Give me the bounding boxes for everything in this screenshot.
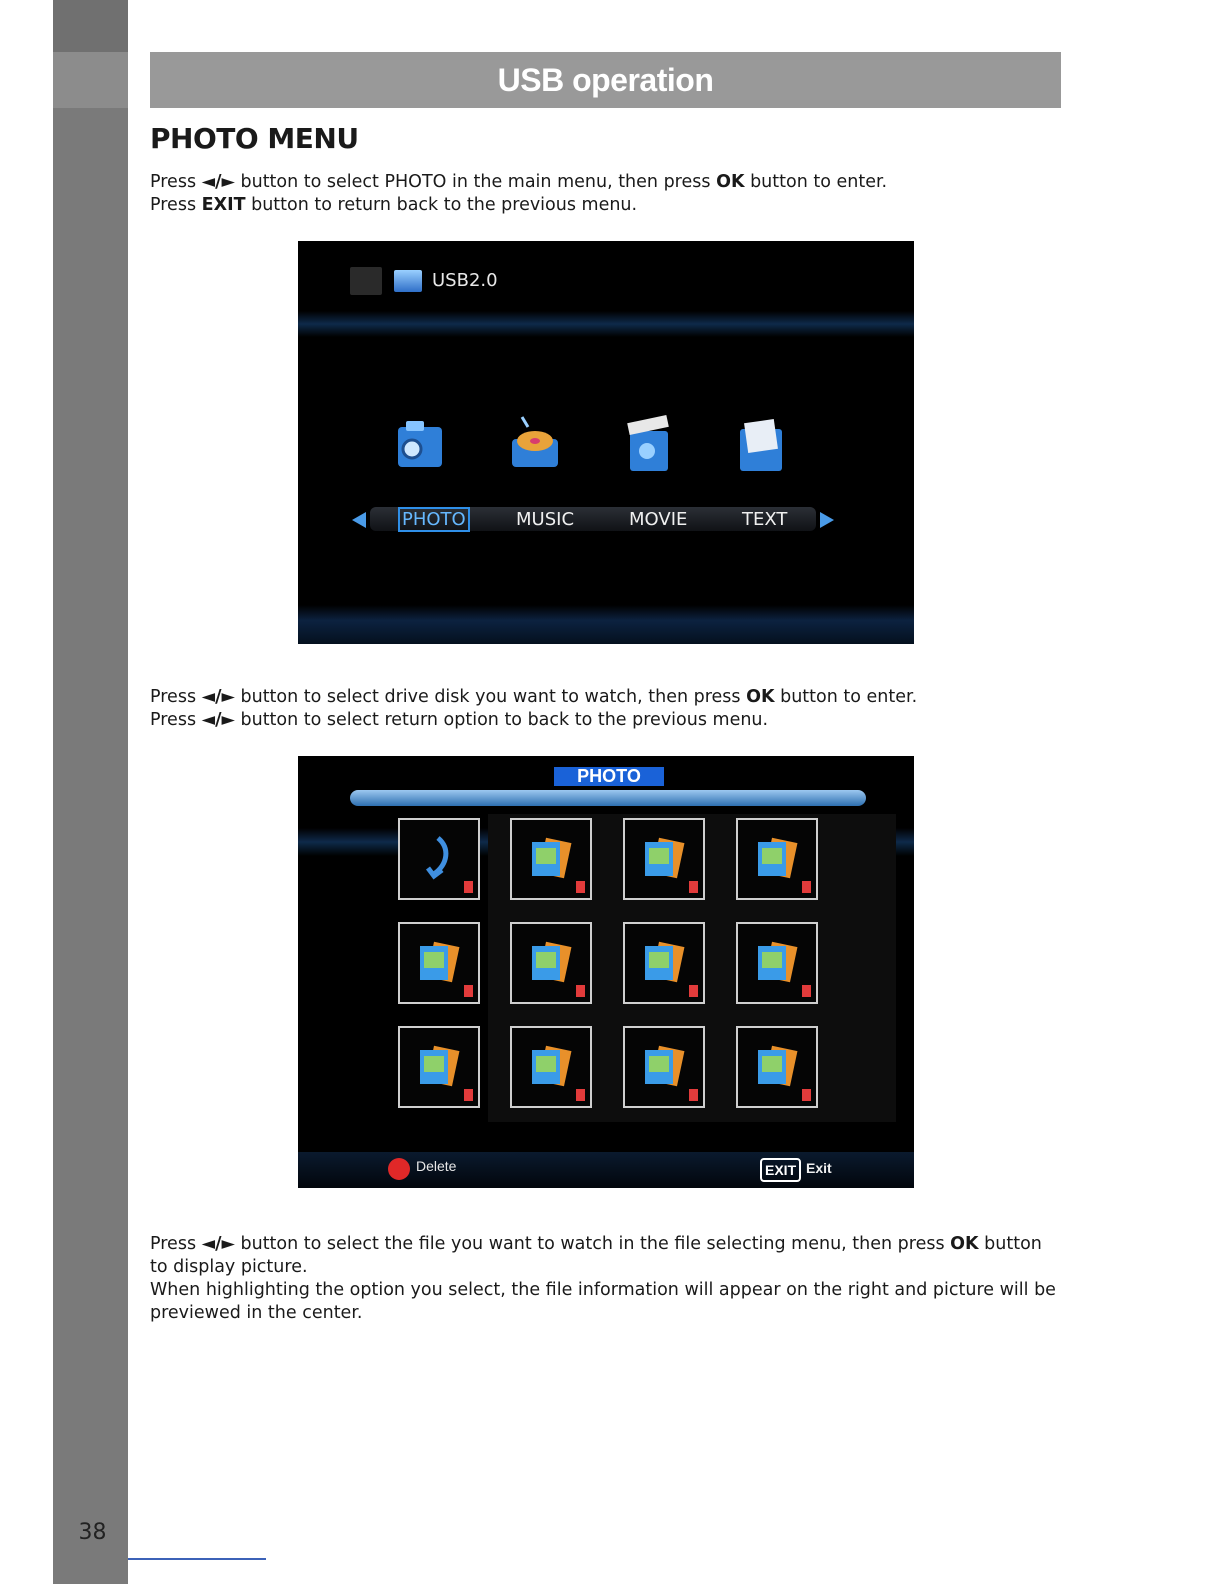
usb-drive-icon [394,270,422,292]
text-run: Press [150,195,202,215]
key-term: ◄/► [201,172,235,192]
menu-left-arrow[interactable] [352,512,366,528]
text-run: button [978,1234,1042,1254]
photo-file-tile[interactable] [736,922,818,1004]
source-indicator [350,267,382,295]
return-arrow-icon [416,834,460,882]
key-term: ◄/► [201,687,235,707]
paragraph-line [150,1233,1070,1256]
photo-file-tile[interactable] [736,1026,818,1108]
page-title: USB operation [497,61,714,98]
path-bar [350,790,866,806]
photo-file-tile[interactable] [510,818,592,900]
page-number: 38 [78,1520,107,1545]
file-badge-icon [689,881,698,893]
photo-file-icon [754,938,798,986]
text-run: to display picture. [150,1257,308,1277]
text-run: button to return back to the previous menu. [245,195,638,215]
photo-file-icon [641,1042,685,1090]
key-term: ◄/► [201,710,235,730]
file-badge-icon [689,1089,698,1101]
photo-file-icon [641,938,685,986]
photo-file-icon [528,1042,572,1090]
key-term: OK [716,172,745,192]
text-run: Press [150,1234,202,1254]
footer-rule [128,1558,266,1560]
usb-source-label: USB2.0 [432,270,498,291]
instruction-paragraph-2 [150,686,1070,732]
paragraph-line [150,1302,1070,1325]
text-run: button to select return option to back to the previous menu. [234,710,769,730]
paragraph-line [150,171,1070,194]
file-badge-icon [802,1089,811,1101]
file-badge-icon [464,881,473,893]
text-run: When highlighting the option you select, the file information will appear on the right and picture will be [150,1280,1056,1300]
photo-file-icon [641,834,685,882]
file-badge-icon [464,1089,473,1101]
instruction-paragraph-3 [150,1233,1070,1325]
menu-item-movie[interactable]: MOVIE [629,509,688,530]
file-badge-icon [802,881,811,893]
bottom-glow-band [298,605,914,644]
paragraph-line [150,709,1070,732]
file-badge-icon [464,985,473,997]
photo-file-tile[interactable] [736,818,818,900]
text-run: Press [150,710,202,730]
language-label: EN [23,62,51,100]
paragraph-line [150,194,1070,217]
photo-file-icon [416,938,460,986]
photo-file-tile[interactable] [398,922,480,1004]
photo-browser-screenshot [298,756,914,1188]
red-key-icon [388,1158,410,1180]
text-run: button to enter. [774,687,918,707]
exit-label: Exit [806,1160,832,1176]
paragraph-line [150,1256,1070,1279]
file-badge-icon [576,985,585,997]
paragraph-line [150,1279,1070,1302]
text-run: button to select drive disk you want to watch, then press [234,687,747,707]
file-badge-icon [802,985,811,997]
photo-file-icon [754,1042,798,1090]
photo-file-tile[interactable] [623,1026,705,1108]
file-badge-icon [689,985,698,997]
photo-file-tile[interactable] [623,818,705,900]
top-glow-band [298,311,914,337]
document-icon[interactable] [734,413,788,475]
photo-file-tile[interactable] [510,1026,592,1108]
key-term: ◄/► [201,1234,235,1254]
paragraph-line [150,686,1070,709]
clapperboard-icon[interactable] [622,413,676,475]
return-tile[interactable] [398,818,480,900]
text-run: button to select the file you want to watch in the file selecting menu, then press [234,1234,951,1254]
photo-file-icon [754,834,798,882]
text-run: button to enter. [744,172,888,192]
language-tab [53,52,128,108]
delete-label: Delete [416,1158,457,1174]
instruction-paragraph-1 [150,171,1070,217]
text-run: previewed in the center. [150,1303,363,1323]
usb-main-menu-screenshot [298,241,914,644]
key-term: EXIT [201,195,246,215]
header-bar [150,52,1061,108]
photo-file-icon [416,1042,460,1090]
music-disc-icon[interactable] [508,413,562,475]
sidebar [53,0,128,1584]
text-run: Press [150,172,202,192]
photo-file-tile[interactable] [398,1026,480,1108]
browser-title: PHOTO [554,767,664,786]
exit-key-button[interactable]: EXIT [760,1158,801,1182]
section-title: PHOTO MENU [150,122,359,155]
photo-file-icon [528,834,572,882]
photo-file-tile[interactable] [510,922,592,1004]
file-badge-icon [576,881,585,893]
sidebar-top-block [53,0,128,52]
menu-item-photo[interactable]: PHOTO [398,507,470,532]
file-badge-icon [576,1089,585,1101]
photo-file-icon [528,938,572,986]
photo-file-tile[interactable] [623,922,705,1004]
key-term: OK [746,687,775,707]
menu-item-text[interactable]: TEXT [742,509,788,530]
text-run: button to select PHOTO in the main menu, then press [234,172,717,192]
menu-item-music[interactable]: MUSIC [516,509,575,530]
text-run: Press [150,687,202,707]
menu-right-arrow[interactable] [820,512,834,528]
camera-icon[interactable] [394,413,448,475]
key-term: OK [950,1234,979,1254]
